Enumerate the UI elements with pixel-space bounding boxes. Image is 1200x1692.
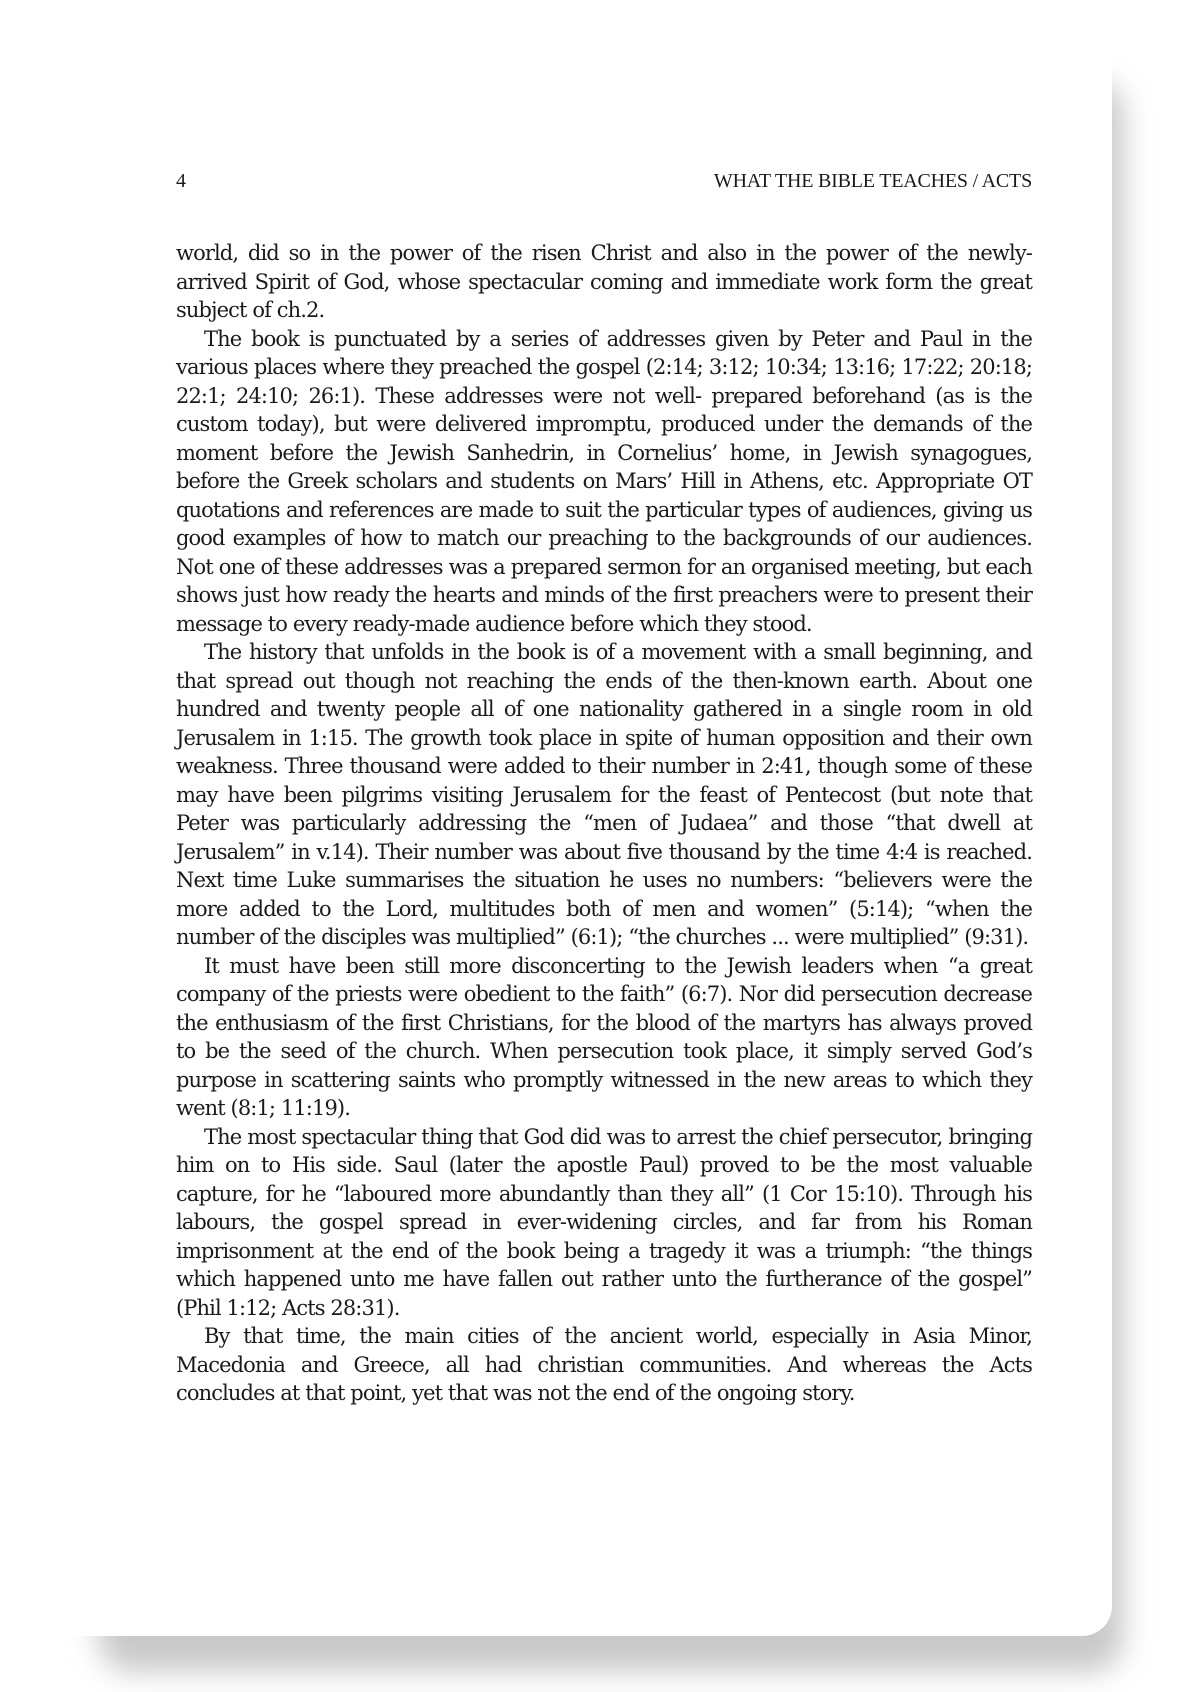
paragraph-saul: The most spectacular thing that God did was to arrest the chief persecutor, bringing him on to His side. Saul (later the apostle Paul) proved to be the most valuable capture, for he “laboured more abundantly than they all” (1 Cor 15:10). Through his labours, the gospel spread in ever-widening circles, and far from his Roman imprisonment at the end of the book being a tragedy it was a triumph: “the things which happened unto me have fallen out rather unto the furtherance of the gospel” (Phil 1:12; Acts 28:31). bbox=[176, 1124, 1032, 1320]
paragraph-persecution: It must have been still more disconcerting to the Jewish leaders when “a great company of the priests were obedient to the faith” (6:7). Nor did persecution decrease the enthusiasm of the first Christians, for the blood of the martyrs has always proved to be the seed of the church. When persecution took place, it simply served God’s purpose in scattering saints who promptly witnessed in the new areas to which they went (8:1; 11:19). bbox=[176, 953, 1032, 1120]
page-number: 4 bbox=[176, 170, 186, 192]
body-text bbox=[176, 239, 1032, 1408]
paragraph-addresses: The book is punctuated by a series of addresses given by Peter and Paul in the various places where they preached the gospel (2:14; 3:12; 10:34; 13:16; 17:22; 20:18; 22:1; 24:10; 26:1). These addresses were not well- prepared beforehand (as is the custom today), but were delivered impromptu, produced under the demands of the moment before the Jewish Sanhedrin, in Cornelius’ home, in Jewish synagogues, before the Greek scholars and students on Mars’ Hill in Athens, etc. Appropriate OT quotations and references are made to suit the particular types of audiences, giving us good examples of how to match our preaching to the backgrounds of our audiences. Not one of these addresses was a prepared sermon for an organised meeting, but each shows just how ready the hearts and minds of the first preachers were to present their message to every ready-made audience before which they stood. bbox=[176, 326, 1032, 636]
paragraph-conclusion: By that time, the main cities of the ancient world, especially in Asia Minor, Macedonia and Greece, all had christian communities. And whereas the Acts concludes at that point, yet that was not the end of the ongoing story. bbox=[176, 1324, 1032, 1405]
paragraph-continuation: world, did so in the power of the risen Christ and also in the power of the newly-arrived Spirit of God, whose spectacular coming and immediate work form the great subject of ch.2. bbox=[176, 241, 1032, 322]
running-head bbox=[176, 170, 1032, 196]
running-title: WHAT THE BIBLE TEACHES / ACTS bbox=[713, 170, 1032, 192]
paragraph-history: The history that unfolds in the book is of a movement with a small beginning, and that spread out though not reaching the ends of the then-known earth. About one hundred and twenty people all of one nationality gathered in a single room in old Jerusalem in 1:15. The growth took place in spite of human opposition and their own weakness. Three thousand were added to their number in 2:41, though some of these may have been pilgrims visiting Jerusalem for the feast of Pentecost (but note that Peter was particularly addressing the “men of Judaea” and those “that dwell at Jerusalem” in v.14). Their number was about five thousand by the time 4:4 is reached. Next time Luke summarises the situation he uses no numbers: “believers were the more added to the Lord, multitudes both of men and women” (5:14); “when the number of the disciples was multiplied” (6:1); “the churches ... were multiplied” (9:31). bbox=[176, 640, 1032, 949]
